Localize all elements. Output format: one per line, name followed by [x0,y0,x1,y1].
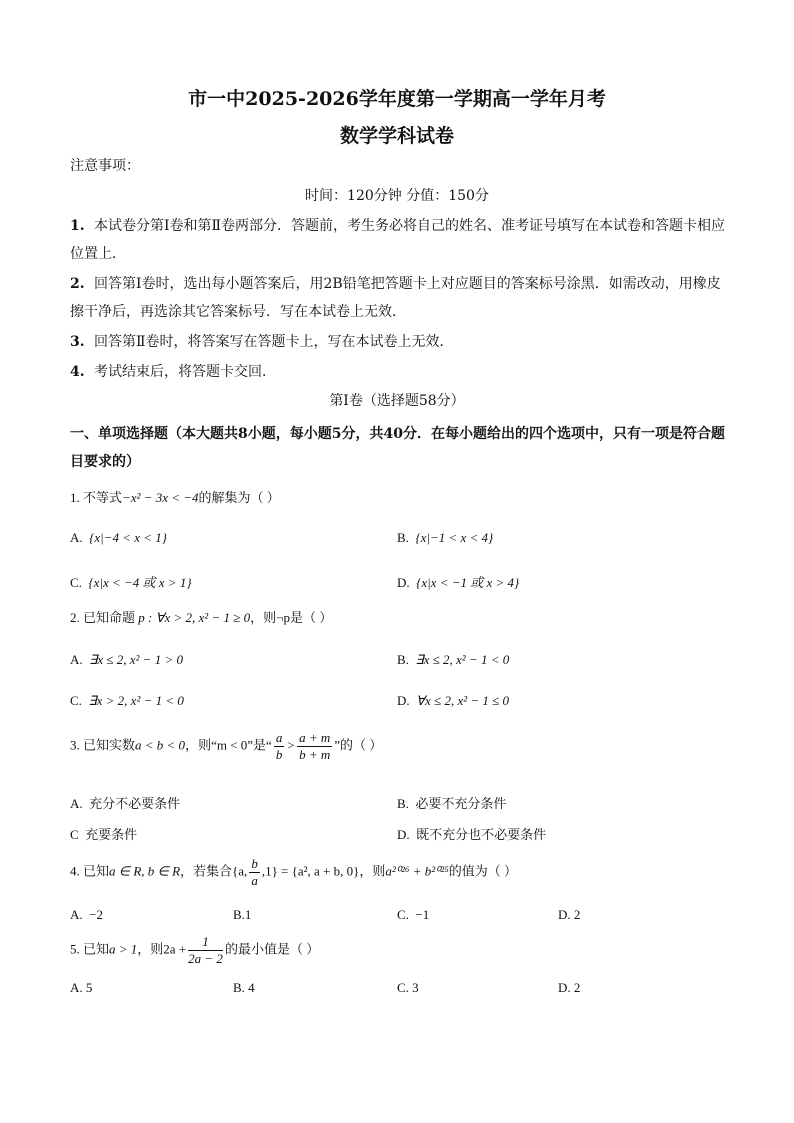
instruction-item [70,358,730,386]
option-d[interactable] [397,572,519,591]
question-stem: 1. 不等式 [70,490,123,505]
question-3 [70,730,730,763]
instruction-item [70,212,730,268]
option-label: C. [70,575,82,590]
fraction-numerator: a [275,730,283,745]
fraction-denominator: a [251,873,258,888]
option-d[interactable] [558,907,580,923]
option-d[interactable] [397,693,509,709]
question-stem: 2. 已知命题 [70,610,136,625]
option-text: {x|x < −1 或 x > 4} [416,575,520,590]
instruction-text: 回答第Ⅰ卷时，选出每小题答案后，用2B铅笔把答题卡上对应题目的答案标号涂黑．如需改动，用橡皮擦干净后，再选涂其它答案标号．写在本试卷上无效． [70,276,721,320]
section-title: 第Ⅰ卷（选择题58分） [329,393,465,409]
fraction-b-over-a [249,856,260,889]
option-b[interactable] [397,652,509,668]
question-stem-suffix: 的值为（ ） [448,863,517,879]
question-4 [70,856,730,889]
instruction-text: 回答第Ⅱ卷时，将答案写在答题卡上，写在本试卷上无效． [94,334,454,350]
greater-than-sign: > [286,737,296,753]
option-text: 5 [85,980,93,995]
fraction-denominator: b [275,747,283,762]
question-5 [70,934,730,967]
question-stem: 3. 已知实数 [70,737,136,753]
option-label: D. [397,693,410,708]
option-text: 充要条件 [85,827,138,842]
question-stem-suffix: ，则¬p是（ ） [250,610,333,625]
instruction-item [70,270,730,326]
option-text: {x|−4 < x < 1} [89,530,167,545]
question-stem: 5. 已知 [70,941,110,957]
option-text: ∃x > 2, x² − 1 < 0 [88,693,184,708]
question-stem-suffix: 的解集为（ ） [198,490,280,505]
question-math: a > 1 [109,941,138,957]
option-label: B. [397,796,409,811]
instruction-number: 4. [70,364,85,380]
option-text: 充分不必要条件 [89,796,181,811]
time-score-line: 时间：120分钟 分值：150分 [305,188,489,204]
instruction-number: 2. [70,276,85,292]
question-math-2: a²⁰²⁶ + b²⁰²⁵ [385,863,449,879]
question-stem-mid: ，若集合{a, [180,863,248,879]
option-text: −1 [415,907,430,922]
option-label: B. [233,907,245,922]
fraction-numerator: a + m [299,730,331,745]
question-stem: 4. 已知 [70,863,110,879]
option-text: 3 [412,980,419,995]
option-label: A. [70,652,83,667]
option-label: C. [397,907,409,922]
option-label: B. [397,652,409,667]
question-math: a ∈ R, b ∈ R [109,863,181,879]
fraction-1-over-2a-2 [188,934,223,967]
option-label: D. [558,907,571,922]
option-text: ∀x ≤ 2, x² − 1 ≤ 0 [416,693,510,708]
option-text: {x|−1 < x < 4} [415,530,494,545]
question-math: p : ∀x > 2, x² − 1 ≥ 0 [138,610,251,625]
option-text: 1 [244,907,252,922]
exam-subtitle: 数学学科试卷 [339,125,454,147]
option-d[interactable] [558,980,580,996]
option-text: 4 [248,980,255,995]
notes-heading: 注意事项： [70,158,140,174]
instruction-number: 1. [70,218,85,234]
option-text: 2 [573,907,581,922]
option-label: B. [233,980,245,995]
option-b[interactable] [397,530,493,546]
option-c[interactable] [70,572,192,591]
question-stem-suffix: ”的（ ） [334,737,383,753]
fraction-denominator: 2a − 2 [188,951,223,966]
option-c[interactable] [397,980,419,996]
option-text: 既不充分也不必要条件 [416,827,547,842]
option-c[interactable] [70,824,137,843]
option-label: D. [558,980,571,995]
option-text: ∃x ≤ 2, x² − 1 < 0 [415,652,510,667]
question-stem-mid2: ,1} = {a², a + b, 0}，则 [261,863,386,879]
fraction-numerator: b [251,856,258,871]
option-a[interactable] [70,793,180,812]
question-stem-mid: ，则2a + [137,941,187,957]
fraction-a-over-b [274,730,285,763]
option-label: A. [70,907,83,922]
option-label: A. [70,530,83,545]
option-label: C. [70,693,82,708]
option-a[interactable] [70,530,167,546]
option-text: −2 [89,907,103,922]
option-label: A. [70,796,83,811]
option-c[interactable] [397,907,429,923]
question-stem-suffix: 的最小值是（ ） [224,941,320,957]
option-label: D. [397,827,410,842]
option-b[interactable] [397,793,506,812]
fraction-am-over-bm [297,730,332,763]
option-label: C. [397,980,409,995]
option-a[interactable] [70,907,103,923]
instruction-item [70,328,730,356]
option-a[interactable] [70,980,92,996]
question-2 [70,608,730,628]
fraction-numerator: 1 [188,934,223,951]
option-b[interactable] [233,980,255,996]
option-label: D. [397,575,410,590]
option-text: 必要不充分条件 [415,796,507,811]
instruction-text: 考试结束后，将答题卡交回． [94,364,276,380]
option-b[interactable] [233,907,251,923]
option-c[interactable] [70,693,184,709]
question-math: −x² − 3x < −4 [122,490,199,505]
option-text: {x|x < −4 或 x > 1} [88,575,192,590]
section-header: 一、单项选择题（本大题共8小题，每小题5分，共40分．在每小题给出的四个选项中，只有一项是符合题目要求的） [70,426,725,470]
option-label: C [70,827,79,842]
question-math: a < b < 0 [135,737,186,753]
option-label: B. [397,530,409,545]
option-text: ∃x ≤ 2, x² − 1 > 0 [89,652,183,667]
instruction-number: 3. [70,334,85,350]
fraction-denominator: b + m [299,747,331,762]
exam-title: 市一中2025-2026学年度第一学期高一学年月考 [188,88,606,110]
question-1 [70,488,730,508]
option-d[interactable] [397,824,546,843]
option-text: 2 [573,980,581,995]
instruction-text: 本试卷分第Ⅰ卷和第Ⅱ卷两部分．答题前，考生务必将自己的姓名、准考证号填写在本试卷和答题卡相应位置上． [70,218,726,262]
option-label: A. [70,980,83,995]
option-a[interactable] [70,652,183,668]
question-stem-mid: ，则“m < 0”是“ [185,737,272,753]
